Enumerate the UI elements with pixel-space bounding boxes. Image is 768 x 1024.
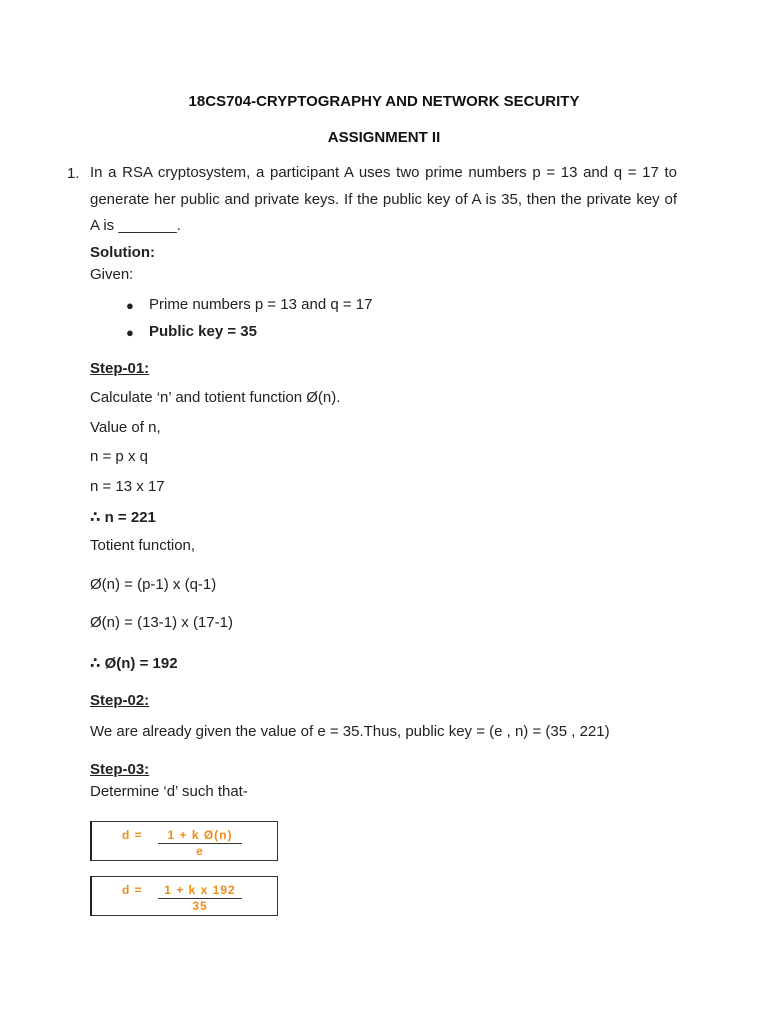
given-label: Given: <box>90 266 134 283</box>
solution-heading: Solution: <box>90 244 155 261</box>
result-phi: ∴ Ø(n) = 192 <box>90 655 178 672</box>
formula-numerator: 1 + k Ø(n) <box>167 828 233 842</box>
equation-phi-values: Ø(n) = (13-1) x (17-1) <box>90 614 233 631</box>
bullet-icon: ● <box>126 298 134 313</box>
step1-intro: Calculate ‘n’ and totient function Ø(n). <box>90 389 341 406</box>
equation-n-values: n = 13 x 17 <box>90 478 165 495</box>
question-text: In a RSA cryptosystem, a participant A uses two prime numbers p = 13 and q = 17 to generate her public and private keys. If the public key of A is 35, then the private key of A is _______. <box>90 164 677 234</box>
value-of-n-label: Value of n, <box>90 419 161 436</box>
formula-numerator: 1 + k x 192 <box>164 883 236 897</box>
totient-label: Totient function, <box>90 537 196 554</box>
bullet-icon: ● <box>126 325 134 340</box>
given-item-public-key: Public key = 35 <box>149 323 257 340</box>
step2-text: We are already given the value of e = 35.Thus, public key = (e , n) = (35 , 221) <box>90 723 610 740</box>
equation-phi-formula: Ø(n) = (p-1) x (q-1) <box>90 576 217 593</box>
given-item-primes: Prime numbers p = 13 and q = 17 <box>149 296 373 313</box>
step3-heading: Step-03: <box>90 761 150 778</box>
formula-denominator: 35 <box>192 899 208 913</box>
course-title: 18CS704-CRYPTOGRAPHY AND NETWORK SECURITY <box>188 93 580 110</box>
result-n: ∴ n = 221 <box>90 509 156 526</box>
formula-box-substituted <box>90 876 278 916</box>
formula-lhs: d = <box>122 883 143 897</box>
question-number: 1. <box>67 165 80 182</box>
formula-denominator: e <box>196 844 204 858</box>
step3-text: Determine ‘d’ such that- <box>90 783 248 800</box>
formula-lhs: d = <box>122 828 143 842</box>
step2-heading: Step-02: <box>90 692 150 709</box>
assignment-title: ASSIGNMENT II <box>327 129 441 146</box>
step1-heading: Step-01: <box>90 360 150 377</box>
formula-box-general <box>90 821 278 861</box>
equation-n-formula: n = p x q <box>90 448 148 465</box>
